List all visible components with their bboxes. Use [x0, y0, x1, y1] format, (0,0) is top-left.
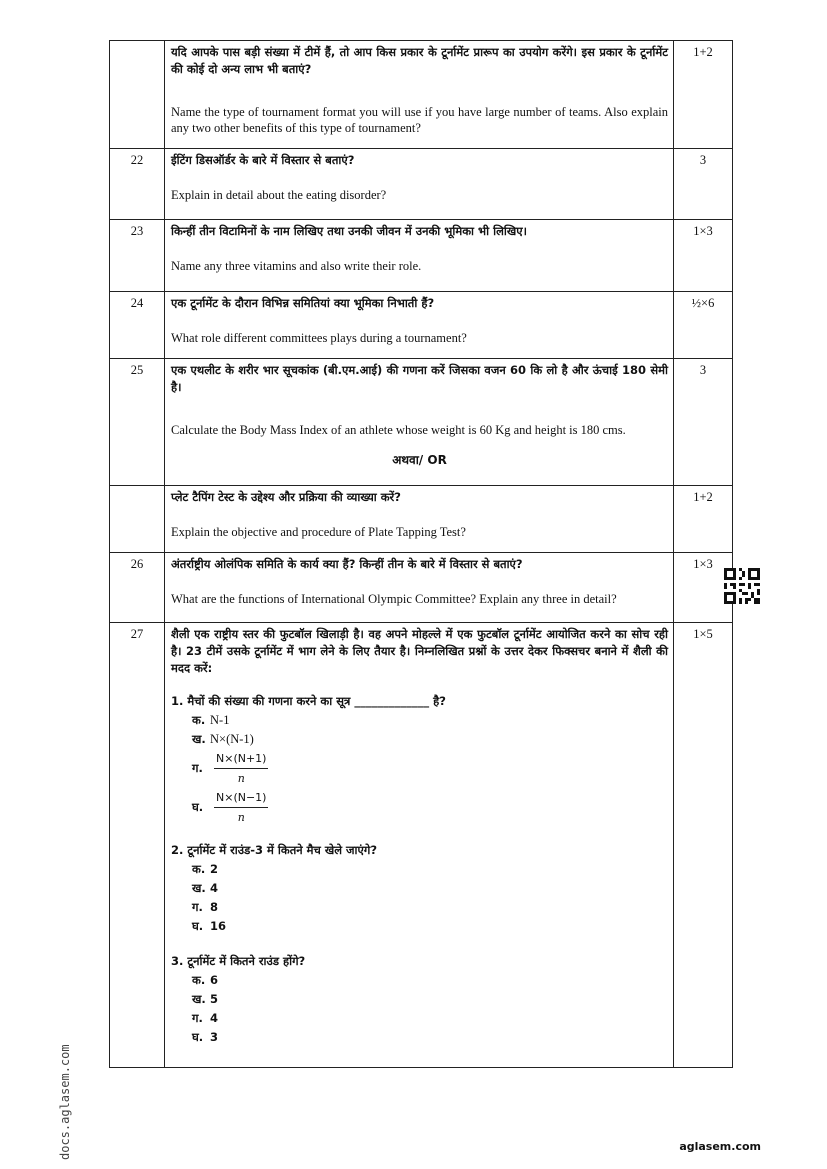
option-text: 5 — [210, 992, 219, 1006]
question-english: Explain the objective and procedure of Plate Tapping Test? — [171, 525, 466, 539]
option-label: क. — [192, 973, 206, 987]
question-english: Name any three vitamins and also write their role. — [171, 259, 422, 273]
option — [192, 899, 668, 916]
question-marks: 3 — [674, 359, 733, 486]
question-text — [165, 553, 674, 623]
question-row-27 — [110, 623, 733, 1068]
question-hindi: अंतर्राष्ट्रीय ओलंपिक समिति के कार्य क्या हैं? किन्हीं तीन के बारे में विस्तार से बताएं? — [171, 557, 523, 571]
option-label: घ. — [192, 800, 204, 814]
question-marks: 1+2 — [674, 41, 733, 149]
option-list — [192, 712, 668, 826]
question-row-26 — [110, 553, 733, 623]
option — [192, 731, 668, 748]
question-marks: 3 — [674, 149, 733, 220]
fraction-numerator: N×(N−1) — [214, 789, 268, 808]
option-label: घ. — [192, 1030, 204, 1044]
option-label: क. — [192, 713, 206, 727]
question-row-25-alternative — [110, 486, 733, 553]
fraction-numerator: N×(N+1) — [214, 750, 268, 769]
question-hindi: किन्हीं तीन विटामिनों के नाम लिखिए तथा उनकी जीवन में उनकी भूमिका भी लिखिए। — [171, 224, 527, 238]
question-hindi: प्लेट टैपिंग टेस्ट के उद्देश्य और प्रक्रिया की व्याख्या करें? — [171, 490, 401, 504]
question-english: Explain in detail about the eating disorder? — [171, 188, 387, 202]
option — [192, 1029, 668, 1046]
question-english: What role different committees plays during a tournament? — [171, 331, 467, 345]
sub-question-2 — [171, 842, 668, 935]
sub-question-3 — [171, 953, 668, 1046]
option-label: क. — [192, 862, 206, 876]
question-text — [165, 292, 674, 359]
option-text: 16 — [210, 919, 227, 933]
option — [192, 918, 668, 935]
fraction — [214, 789, 268, 826]
question-marks: 1+2 — [674, 486, 733, 553]
question-number: 23 — [110, 220, 165, 292]
sub-question-text: 3. टूर्नामेंट में कितने राउंड होंगे? — [171, 954, 306, 968]
question-hindi: ईटिंग डिसऑर्डर के बारे में विस्तार से बताएं? — [171, 153, 355, 167]
option-label: ख. — [192, 881, 206, 895]
option — [192, 712, 668, 729]
option-text: 3 — [210, 1030, 219, 1044]
option-text: 8 — [210, 900, 219, 914]
question-number: 25 — [110, 359, 165, 486]
option-label: घ. — [192, 919, 204, 933]
question-text — [165, 486, 674, 553]
question-text — [165, 41, 674, 149]
option — [192, 1010, 668, 1027]
option-text: 2 — [210, 862, 219, 876]
question-row-21-continued — [110, 41, 733, 149]
option-list — [192, 972, 668, 1046]
option-text: 4 — [210, 1011, 219, 1025]
question-number — [110, 486, 165, 553]
question-marks: 1×3 — [674, 553, 733, 623]
option-label: ग. — [192, 1011, 203, 1025]
qr-code-icon — [724, 568, 760, 604]
question-row-25 — [110, 359, 733, 486]
option — [192, 880, 668, 897]
question-hindi: यदि आपके पास बड़ी संख्या में टीमें हैं, तो आप किस प्रकार के टूर्नामेंट प्रारूप का उपयोग करेंगे। इस प्रकार के टूर्नामेंट की कोई दो अन्य लाभ भी बताएं? — [171, 45, 668, 76]
question-hindi: शैली एक राष्ट्रीय स्तर की फुटबॉल खिलाड़ी है। वह अपने मोहल्ले में एक फुटबॉल टूर्नामेंट आयोजित करने का सोच रही है। 23 टीमें उसके टूर्नामेंट में भाग लेने के लिए तैयार है। निम्नलिखित प्रश्नों के उत्तर देकर फिक्सचर बनाने में शैली की मदद करें: — [171, 627, 668, 675]
fraction-denominator: n — [237, 811, 245, 824]
sub-question-text: 2. टूर्नामेंट में राउंड-3 में कितने मैच खेले जाएंगे? — [171, 843, 378, 857]
question-text — [165, 220, 674, 292]
option-label: ख. — [192, 992, 206, 1006]
option-text: N×(N-1) — [210, 732, 254, 746]
question-number — [110, 41, 165, 149]
option — [192, 972, 668, 989]
option-text: N-1 — [210, 713, 230, 727]
option — [192, 750, 668, 787]
question-hindi: एक एथलीट के शरीर भार सूचकांक (बी.एम.आई) की गणना करें जिसका वजन 60 कि लो है और ऊंचाई 180 सेमी है। — [171, 363, 668, 394]
option — [192, 991, 668, 1008]
brand-footer: aglasem.com — [679, 1140, 761, 1153]
option-list — [192, 861, 668, 935]
question-english: Calculate the Body Mass Index of an athlete whose weight is 60 Kg and height is 180 cms. — [171, 423, 626, 437]
option-label: ख. — [192, 732, 206, 746]
question-text — [165, 149, 674, 220]
question-number: 22 — [110, 149, 165, 220]
question-text — [165, 359, 674, 486]
question-number: 24 — [110, 292, 165, 359]
option-text: 4 — [210, 881, 219, 895]
fraction-denominator: n — [237, 772, 245, 785]
fraction — [214, 750, 268, 787]
question-number: 27 — [110, 623, 165, 1068]
question-text — [165, 623, 674, 1068]
question-english: Name the type of tournament format you will use if you have large number of teams. Also explain any two other benefits of this type of tournament? — [171, 105, 668, 135]
option — [192, 861, 668, 878]
question-english: What are the functions of International Olympic Committee? Explain any three in detail? — [171, 592, 617, 606]
question-row-23 — [110, 220, 733, 292]
sub-question-text: 1. मैचों की संख्या की गणना करने का सूत्र _____________ है? — [171, 694, 446, 708]
question-marks: 1×3 — [674, 220, 733, 292]
question-number: 26 — [110, 553, 165, 623]
option-label: ग. — [192, 900, 203, 914]
or-separator: अथवा/ OR — [392, 453, 447, 467]
question-hindi: एक टूर्नामेंट के दौरान विभिन्न समितियां क्या भूमिका निभाती हैं? — [171, 296, 435, 310]
option-text: 6 — [210, 973, 219, 987]
option-label: ग. — [192, 761, 203, 775]
question-table — [109, 40, 733, 1068]
question-marks: ½×6 — [674, 292, 733, 359]
option — [192, 789, 668, 826]
question-row-22 — [110, 149, 733, 220]
question-row-24 — [110, 292, 733, 359]
question-marks: 1×5 — [674, 623, 733, 1068]
sub-question-1 — [171, 693, 668, 826]
watermark-text: docs.aglasem.com — [58, 1044, 72, 1160]
